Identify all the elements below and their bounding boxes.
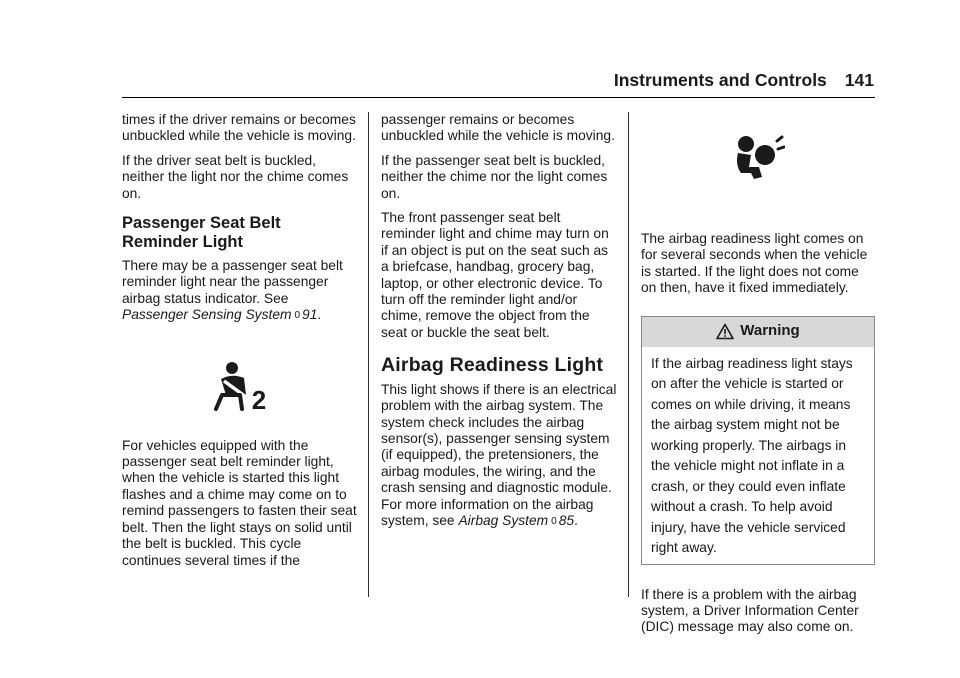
col2-paragraph-4: This light shows if there is an electrical problem with the airbag system. The system check includes the airbag sensor(s), passenger sensing system (if equipped), the pretensioners, the airbag modules, the wiring, and the crash sensing and diagnostic module. For more information on the airbag system, see Airbag System 0 85. bbox=[381, 381, 617, 528]
airbag-system-link[interactable]: Airbag System bbox=[458, 512, 549, 528]
airbag-readiness-icon bbox=[733, 135, 785, 181]
warning-box bbox=[641, 316, 875, 565]
seatbelt-icon-label: 2 bbox=[251, 384, 267, 413]
col1-paragraph-2: If the driver seat belt is buckled, neither the light nor the chime comes on. bbox=[122, 152, 349, 201]
col1-paragraph-3: There may be a passenger seat belt reminder light near the passenger airbag status indicator. See Passenger Sensing System 0 91. bbox=[122, 258, 343, 323]
warning-title: Warning bbox=[740, 322, 800, 340]
warning-header bbox=[642, 317, 874, 347]
passenger-sensing-page-ref[interactable]: 91 bbox=[302, 307, 318, 323]
header-divider bbox=[122, 97, 875, 98]
airbag-readiness-heading: Airbag Readiness Light bbox=[381, 354, 604, 377]
seatbelt-reminder-icon bbox=[212, 361, 272, 413]
page-ref-symbol: 0 bbox=[551, 515, 557, 527]
col3-paragraph-2: If there is a problem with the airbag system, a Driver Information Center (DIC) message may also come on. bbox=[641, 586, 859, 635]
passenger-seat-belt-heading: Passenger Seat Belt Reminder Light bbox=[122, 214, 281, 252]
page-header bbox=[600, 70, 874, 91]
column-2 bbox=[381, 112, 617, 538]
page-ref-symbol: 0 bbox=[294, 310, 301, 322]
airbag-system-page-ref[interactable]: 85 bbox=[558, 512, 575, 528]
col2-paragraph-2: If the passenger seat belt is buckled, neither the chime nor the light comes on. bbox=[381, 152, 608, 201]
passenger-sensing-link[interactable]: Passenger Sensing System bbox=[122, 307, 292, 323]
column-1 bbox=[122, 112, 358, 577]
warning-text: If the airbag readiness light stays on after the vehicle is started or comes on while driving, it means the airbag system might not be working properly. The airbags in the vehicle might not inflate in a crash, or they could even inflate without a crash. To help avoid injury, have the vehicle serviced right away. bbox=[651, 355, 853, 556]
column-3 bbox=[641, 112, 875, 644]
column-divider-2 bbox=[628, 112, 629, 597]
col1-paragraph-4: For vehicles equipped with the passenger seat belt reminder light, when the vehicle is started this light flashes and a chime may come on to remind passengers to fasten their seat belt. Then the light stays on solid until the belt is buckled. This cycle continues several times if the bbox=[122, 437, 357, 568]
col3-paragraph-1: The airbag readiness light comes on for several seconds when the vehicle is started. If the light does not come on then, have it fixed immediately. bbox=[641, 231, 868, 296]
column-divider-1 bbox=[368, 112, 369, 597]
section-title: Instruments and Controls bbox=[613, 70, 827, 90]
page-number: 141 bbox=[844, 70, 874, 90]
warning-triangle-icon bbox=[716, 323, 734, 340]
col2-paragraph-3: The front passenger seat belt reminder light and chime may turn on if an object is put on the seat such as a briefcase, handbag, grocery bag, laptop, or other electronic device. To turn off the reminder light and/or chime, remove the object from the seat or buckle the seat belt. bbox=[381, 210, 609, 340]
col1-paragraph-1: times if the driver remains or becomes unbuckled while the vehicle is moving. bbox=[122, 112, 356, 144]
col2-paragraph-1: passenger remains or becomes unbuckled while the vehicle is moving. bbox=[381, 112, 615, 144]
